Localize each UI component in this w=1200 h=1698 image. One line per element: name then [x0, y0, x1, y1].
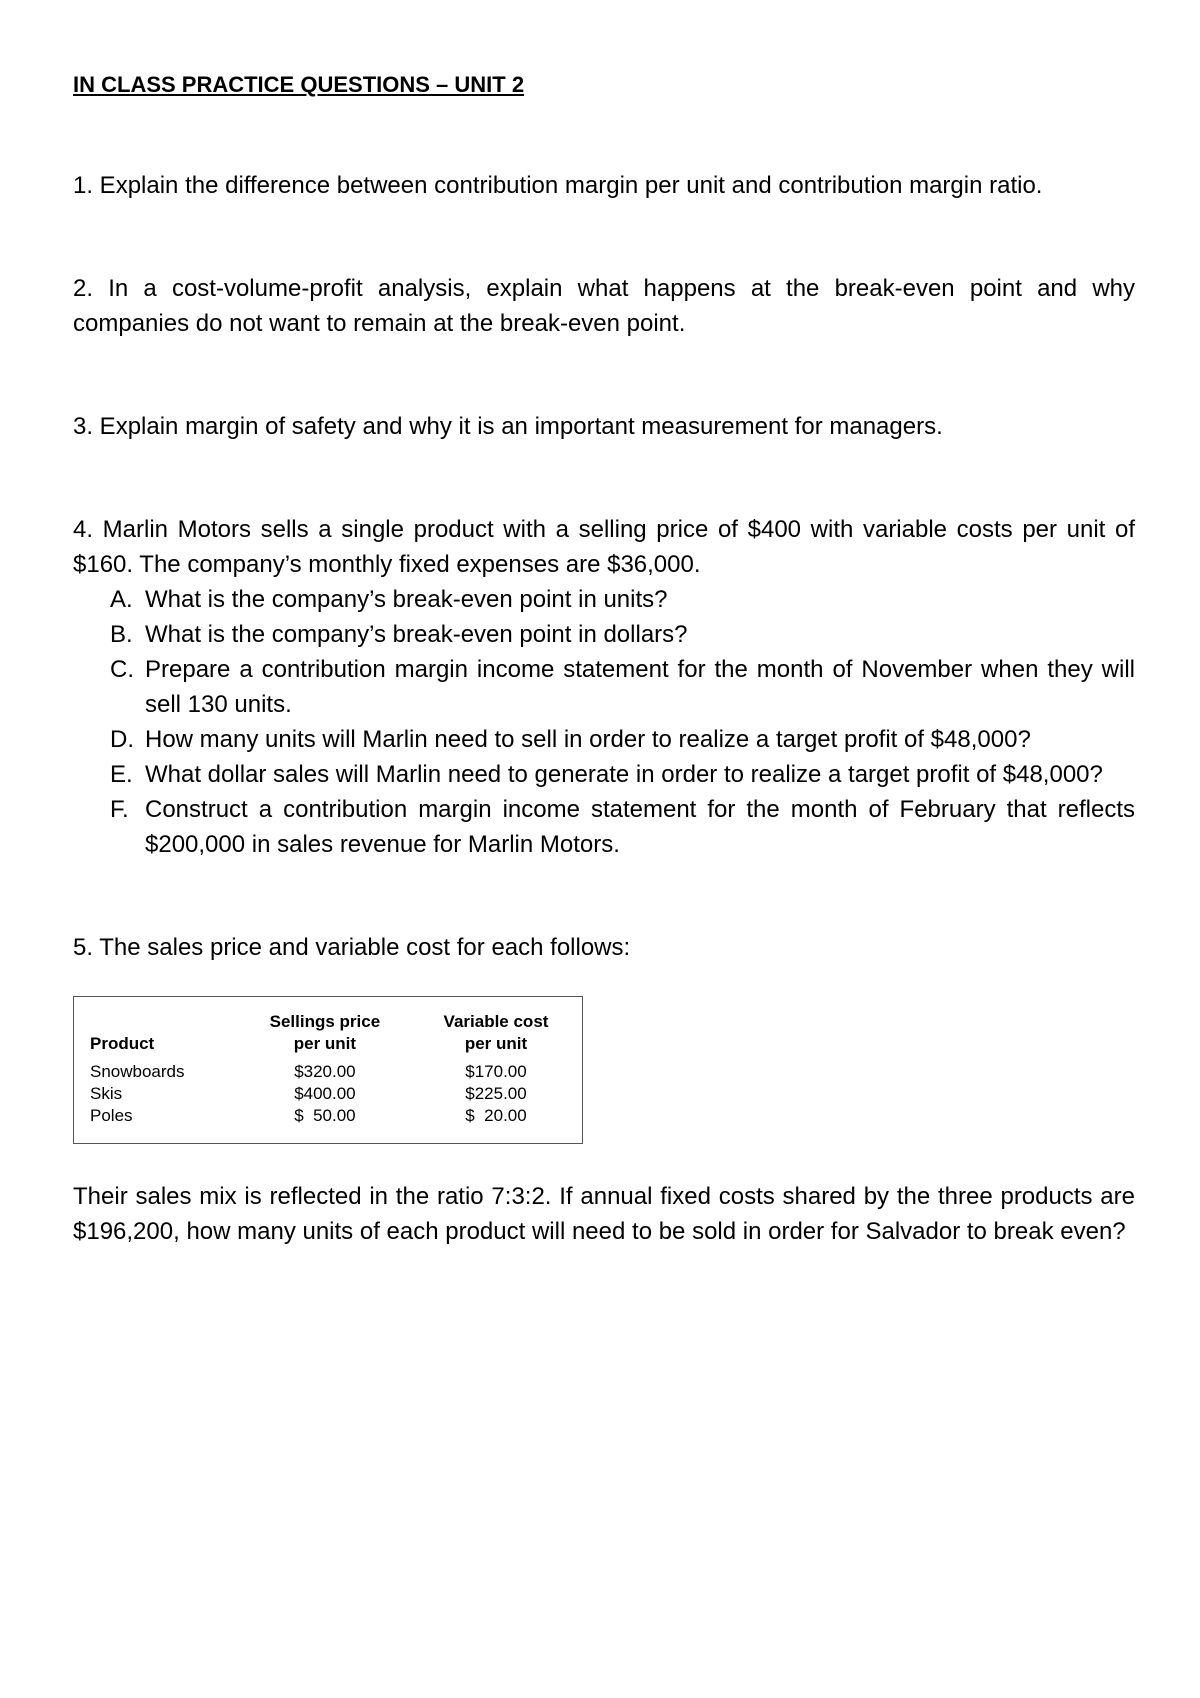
list-item [110, 792, 1135, 862]
list-item [110, 582, 1135, 617]
header-variable-cost: Variable cost per unit [443, 1012, 549, 1053]
part-text: How many units will Marlin need to sell in order to realize a target profit of $48,000? [145, 726, 1031, 753]
question-1: 1. Explain the difference between contribution margin per unit and contribution margin ratio. [73, 172, 1043, 199]
cell-cost: $ 20.00 [465, 1106, 527, 1125]
header-selling-price: Sellings price per unit [269, 1012, 381, 1053]
cell-cost: $225.00 [465, 1084, 527, 1103]
question-2: 2. In a cost-volume-profit analysis, explain what happens at the break-even point and why companies do not want to remain at the break-even point. [73, 275, 1135, 337]
cell-product: Snowboards [90, 1062, 185, 1081]
cell-product: Skis [90, 1084, 123, 1103]
part-letter: A. [110, 586, 133, 613]
cell-product: Poles [90, 1106, 133, 1125]
part-text: What is the company’s break-even point in units? [145, 586, 668, 613]
document-page [73, 68, 1135, 1249]
question-3: 3. Explain margin of safety and why it is an important measurement for managers. [73, 413, 943, 440]
cost-table [90, 1011, 582, 1127]
question-4-parts [73, 582, 1135, 862]
part-letter: B. [110, 621, 133, 648]
part-text: Construct a contribution margin income statement for the month of February that reflects $200,000 in sales revenue for Marlin Motors. [145, 796, 1135, 858]
cell-cost: $170.00 [465, 1062, 527, 1081]
part-letter: F. [110, 796, 129, 823]
table-row [90, 1083, 582, 1105]
part-letter: E. [110, 761, 133, 788]
question-4-stem: 4. Marlin Motors sells a single product with a selling price of $400 with variable costs per unit of $160. The company’s monthly fixed expenses are $36,000. [73, 516, 1135, 578]
table-header-row [90, 1011, 582, 1061]
cell-price: $400.00 [294, 1084, 356, 1103]
list-item [110, 617, 1135, 652]
table-row [90, 1061, 582, 1083]
header-product: Product [90, 1034, 155, 1053]
list-item [110, 757, 1135, 792]
cell-price: $320.00 [294, 1062, 356, 1081]
list-item [110, 722, 1135, 757]
list-item [110, 652, 1135, 722]
part-letter: C. [110, 656, 134, 683]
question-5-followup: Their sales mix is reflected in the ratio 7:3:2. If annual fixed costs shared by the three products are $196,200, how many units of each product will need to be sold in order for Salvador to break even? [73, 1183, 1135, 1245]
cell-price: $ 50.00 [294, 1106, 356, 1125]
part-text: Prepare a contribution margin income statement for the month of November when they will sell 130 units. [145, 656, 1135, 718]
question-5-intro: 5. The sales price and variable cost for each follows: [73, 934, 631, 961]
page-title: IN CLASS PRACTICE QUESTIONS – UNIT 2 [73, 72, 525, 97]
part-text: What dollar sales will Marlin need to generate in order to realize a target profit of $48,000? [145, 761, 1103, 788]
part-text: What is the company’s break-even point in dollars? [145, 621, 688, 648]
part-letter: D. [110, 726, 134, 753]
cost-table-frame [73, 996, 583, 1144]
table-row [90, 1105, 582, 1127]
